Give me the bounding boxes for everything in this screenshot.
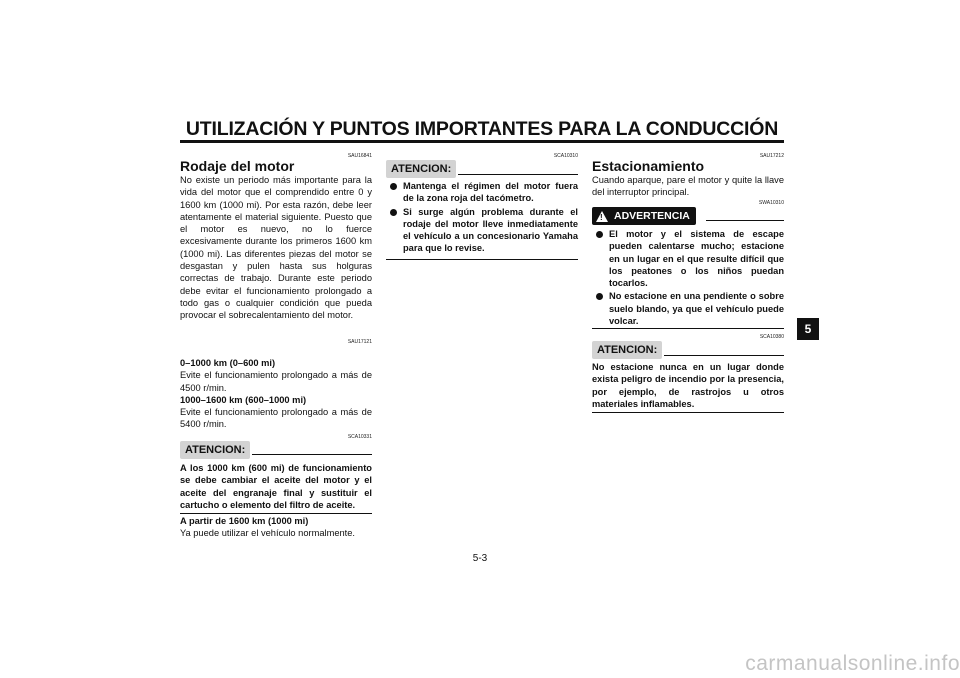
atencion-end-rule xyxy=(592,412,784,413)
atencion-bullet-list xyxy=(386,180,578,256)
atencion-end-rule xyxy=(386,259,578,260)
header-rule xyxy=(180,140,784,143)
atencion-rule xyxy=(664,355,784,356)
atencion-end-rule xyxy=(180,513,372,514)
body-text: Cuando aparque, pare el motor y quite la llave del interruptor principal. xyxy=(592,175,784,198)
warning-icon: ! xyxy=(596,211,608,222)
ref-code: SCA10380 xyxy=(759,334,784,340)
atencion-badge: ATENCION: xyxy=(180,441,250,459)
range-title: 1000–1600 km (600–1000 mi) xyxy=(180,394,307,405)
body-text: No existe un periodo más importante para la vida del motor que el comprendido entre 0 y 1600 km (1000 mi). Por esta razón, debe leer atentamente el material siguiente. Puesto que el motor es nuevo, no lo fuerce excesivamente durante los primeros 1600 km (1000 mi). Las diferentes piezas del motor se desgastan y pulen hasta sus holguras correctas de trabajo. Durante este periodo debe evitar el funcionamiento prolongado a todo gas o cualquier condición que pueda provocar el sobrecalentamiento del motor. xyxy=(180,175,372,321)
range-text: Evite el funcionamiento prolongado a más de 5400 r/min. xyxy=(180,407,372,430)
page-title: UTILIZACIÓN Y PUNTOS IMPORTANTES PARA LA CONDUCCIÓN xyxy=(185,118,779,140)
ref-code: SWA10310 xyxy=(758,200,784,206)
ref-code: SAU17121 xyxy=(347,339,372,345)
atencion-text: No estacione nunca en un lugar donde exista peligro de incendio por la presencia, por ejemplo, de rastrojos u otros materiales inflamables. xyxy=(592,362,784,409)
range-title: 0–1000 km (0–600 mi) xyxy=(180,358,276,368)
advertencia-rule xyxy=(706,220,784,221)
range-text: Evite el funcionamiento prolongado a más de 4500 r/min. xyxy=(180,370,372,393)
ref-code: SAU16841 xyxy=(347,153,372,159)
advertencia-bullet-list xyxy=(592,228,784,328)
list-item: Mantenga el régimen del motor fuera de la zona roja del tacómetro. xyxy=(386,180,578,205)
ref-code: SCA10310 xyxy=(553,153,578,159)
page-number: 5-3 xyxy=(472,553,488,564)
list-item: No estacione en una pendiente o sobre suelo blando, ya que el vehículo puede volcar. xyxy=(592,290,784,327)
list-item: El motor y el sistema de escape pueden calentarse mucho; estacione en un lugar en el que resulte difícil que los peatones o los niños puedan tocarlos. xyxy=(592,228,784,289)
advertencia-badge xyxy=(592,207,696,225)
atencion-rule xyxy=(458,174,578,175)
list-item: Si surge algún problema durante el rodaje del motor lleve inmediatamente el vehículo a un concesionario Yamaha para que lo revise. xyxy=(386,206,578,255)
chapter-tab: 5 xyxy=(797,318,819,340)
atencion-rule xyxy=(252,454,372,455)
ref-code: SCA10331 xyxy=(347,434,372,440)
section-heading: Rodaje del motor xyxy=(180,158,295,174)
range-text: Ya puede utilizar el vehículo normalmente. xyxy=(180,528,356,538)
advertencia-end-rule xyxy=(592,328,784,329)
section-heading: Estacionamiento xyxy=(592,158,705,174)
atencion-badge: ATENCION: xyxy=(386,160,456,178)
rodaje-ranges xyxy=(180,357,372,431)
atencion-text: A los 1000 km (600 mi) de funcionamiento se debe cambiar el aceite del motor y el aceite del engranaje final y sustituir el cartucho o elemento del filtro de aceite. xyxy=(180,463,372,510)
advertencia-label: ADVERTENCIA xyxy=(614,210,690,222)
ref-code: SAU17212 xyxy=(759,153,784,159)
range-block xyxy=(180,515,372,527)
range-title: A partir de 1600 km (1000 mi) xyxy=(180,516,309,526)
watermark: carmanualsonline.info xyxy=(745,652,960,675)
atencion-badge: ATENCION: xyxy=(592,341,662,359)
